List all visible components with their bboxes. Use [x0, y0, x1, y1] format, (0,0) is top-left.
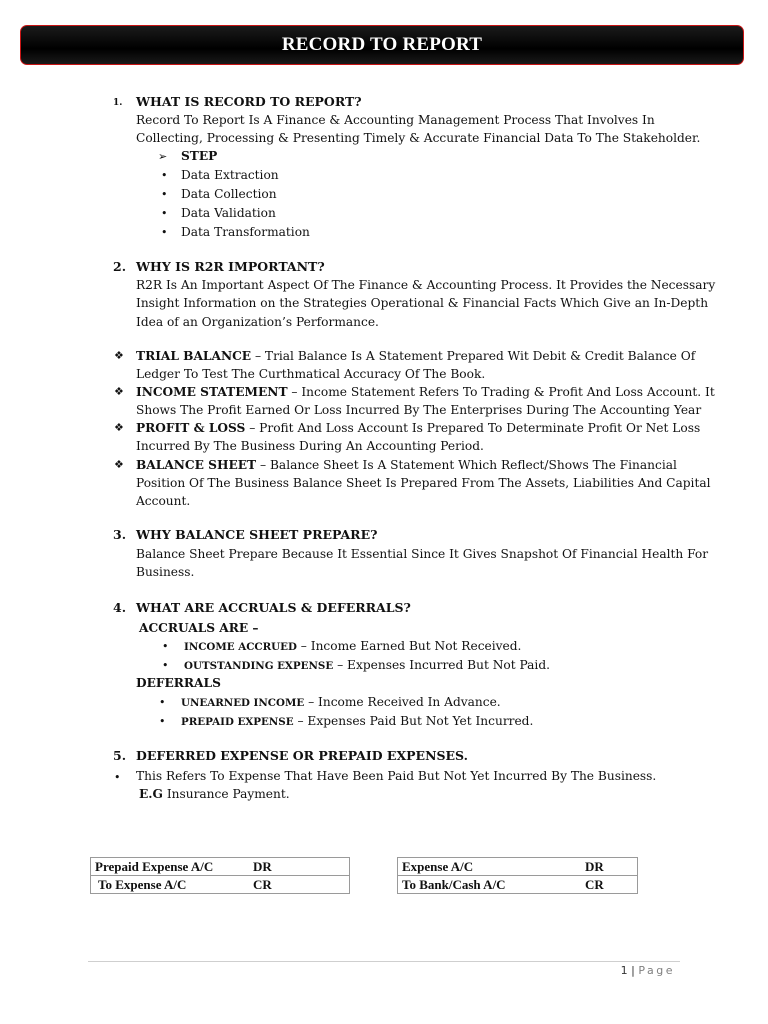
section-number: 2. — [113, 259, 127, 274]
section-heading: WHY BALANCE SHEET PREPARE? — [136, 527, 378, 542]
table-cell: DR — [581, 858, 638, 876]
step-label: STEP — [181, 149, 218, 163]
term-definition-cont: Shows The Profit Earned Or Loss Incurred By The Enterprises During The Accounting Year — [136, 403, 702, 417]
section-number: 5. — [113, 748, 127, 763]
accruals-label: ACCRUALS ARE – — [139, 621, 259, 635]
arrow-bullet-icon: ➢ — [158, 150, 168, 163]
step-item: Data Extraction — [181, 168, 279, 182]
diamond-bullet-icon: ❖ — [114, 421, 124, 434]
paragraph-line: Collecting, Processing & Presenting Timely & Accurate Financial Data To The Stakeholder. — [136, 131, 701, 145]
paragraph-line: Balance Sheet Prepare Because It Essential Since It Gives Snapshot Of Financial Health For — [136, 547, 709, 561]
bullet-icon: • — [162, 659, 169, 672]
table-row — [91, 876, 350, 894]
table-cell: Expense A/C — [398, 858, 582, 876]
bullet-icon: • — [159, 696, 166, 709]
section-heading: DEFERRED EXPENSE OR PREPAID EXPENSES. — [136, 748, 468, 763]
section-number: 3. — [113, 527, 127, 542]
term-definition-cont: Incurred By The Business During An Accounting Period. — [136, 439, 484, 453]
step-item: Data Validation — [181, 206, 276, 220]
accrual-item: INCOME ACCRUED – Income Earned But Not Received. — [184, 639, 522, 653]
table-cell: To Expense A/C — [91, 876, 250, 894]
journal-entry-table-left — [90, 857, 350, 894]
table-cell: To Bank/Cash A/C — [398, 876, 582, 894]
diamond-bullet-icon: ❖ — [114, 349, 124, 362]
table-cell: DR — [249, 858, 350, 876]
bullet-icon: • — [161, 169, 168, 182]
section-number: 4. — [113, 600, 127, 615]
term-definition: INCOME STATEMENT – Income Statement Refers To Trading & Profit And Loss Account. It — [136, 385, 715, 399]
deferrals-label: DEFERRALS — [136, 676, 221, 690]
paragraph-line: Business. — [136, 565, 195, 579]
diamond-bullet-icon: ❖ — [114, 385, 124, 398]
bullet-icon: • — [159, 715, 166, 728]
table-cell: CR — [581, 876, 638, 894]
table-row — [398, 858, 638, 876]
bullet-icon: • — [161, 207, 168, 220]
table-row — [91, 858, 350, 876]
page-label: Page — [638, 964, 675, 977]
bullet-icon: • — [162, 640, 169, 653]
paragraph-line: R2R Is An Important Aspect Of The Finance & Accounting Process. It Provides the Necessary — [136, 278, 716, 292]
term-definition: BALANCE SHEET – Balance Sheet Is A Statement Which Reflect/Shows The Financial — [136, 458, 677, 472]
paragraph-line: Record To Report Is A Finance & Accounting Management Process That Involves In — [136, 113, 655, 127]
term-definition-cont: Ledger To Test The Curthmatical Accuracy Of The Book. — [136, 367, 486, 381]
section-heading: WHAT IS RECORD TO REPORT? — [136, 94, 362, 109]
title-banner — [20, 25, 744, 65]
page-number: 1 — [620, 964, 628, 977]
table-row — [398, 876, 638, 894]
bullet-icon: • — [161, 188, 168, 201]
accrual-item: OUTSTANDING EXPENSE – Expenses Incurred But Not Paid. — [184, 658, 551, 672]
table-cell: CR — [249, 876, 350, 894]
term-definition: PROFIT & LOSS – Profit And Loss Account Is Prepared To Determinate Profit Or Net Loss — [136, 421, 701, 435]
step-item: Data Transformation — [181, 225, 310, 239]
journal-entry-table-right — [397, 857, 638, 894]
section-number: 1. — [113, 98, 123, 108]
example-line: E.G Insurance Payment. — [139, 787, 290, 801]
table-cell: Prepaid Expense A/C — [91, 858, 250, 876]
term-definition-cont: Position Of The Business Balance Sheet Is Prepared From The Assets, Liabilities And Capital — [136, 476, 711, 490]
paragraph-line: Idea of an Organization’s Performance. — [136, 315, 379, 329]
section-heading: WHY IS R2R IMPORTANT? — [136, 259, 325, 274]
footer-divider — [88, 961, 680, 962]
diamond-bullet-icon: ❖ — [114, 458, 124, 471]
step-item: Data Collection — [181, 187, 277, 201]
footer-separator: | — [631, 964, 635, 977]
bullet-icon: • — [114, 771, 121, 784]
deferral-item: UNEARNED INCOME – Income Received In Advance. — [181, 695, 501, 709]
term-definition: TRIAL BALANCE – Trial Balance Is A Statement Prepared Wit Debit & Credit Balance Of — [136, 349, 696, 363]
page-footer — [621, 964, 675, 977]
bullet-icon: • — [161, 226, 168, 239]
paragraph-line: This Refers To Expense That Have Been Paid But Not Yet Incurred By The Business. — [136, 769, 657, 783]
document-title: RECORD TO REPORT — [281, 34, 483, 55]
paragraph-line: Insight Information on the Strategies Operational & Financial Facts Which Give an In-Depth — [136, 296, 709, 310]
term-definition-cont: Account. — [136, 494, 191, 508]
deferral-item: PREPAID EXPENSE – Expenses Paid But Not Yet Incurred. — [181, 714, 534, 728]
section-heading: WHAT ARE ACCRUALS & DEFERRALS? — [136, 600, 411, 615]
